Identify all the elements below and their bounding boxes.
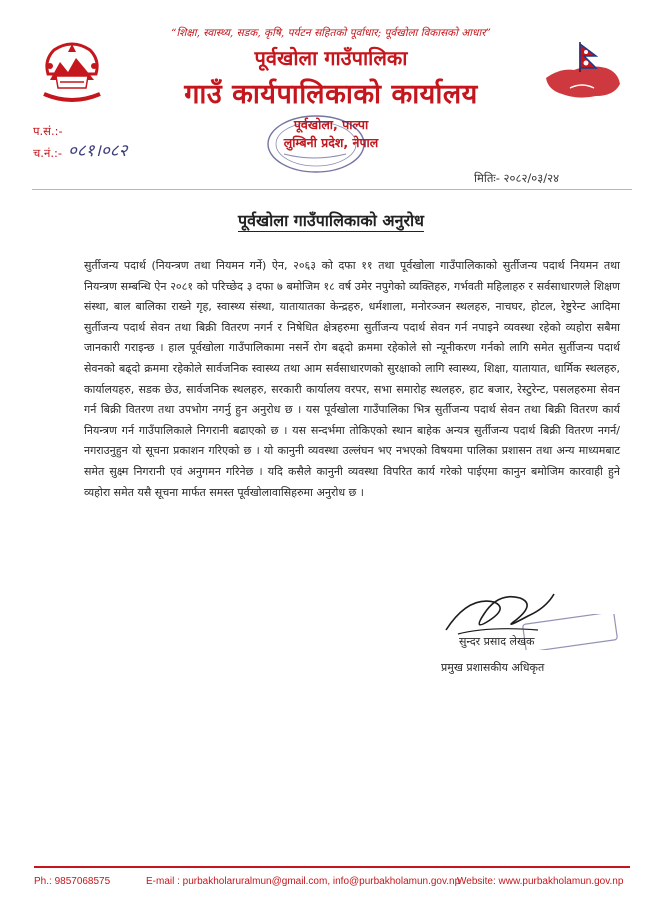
letter-date: मितिः- २०८२/०३/२४ [474, 171, 560, 185]
office-name: गाउँ कार्यपालिकाको कार्यालय [184, 79, 478, 110]
patra-sankhya-label: प.सं.:- [33, 124, 63, 138]
designation-stamp-icon [520, 614, 620, 650]
signatory-title: प्रमुख प्रशासकीय अधिकृत [441, 661, 545, 674]
chalani-number: ०८१।०८२ [68, 141, 128, 161]
chalani-label: च.नं.:- [33, 146, 63, 160]
date-divider [32, 189, 632, 190]
letter-body: सुर्तीजन्य पदार्थ (नियन्त्रण तथा नियमन गर्ने) ऐन, २०६३ को दफा ११ तथा पूर्वखोला गाउँपालिकाको सुर्तीजन्य पदार्थ नियमन तथा नियन्त्रण सम्बन्धि ऐन २०८१ को परिच्छेद ३ दफा ७ बमोजिम १८ वर्ष उमेर नपुगेको व्यक्तिहरु, गर्भवती महिलाहरु र सर्वसाधारणले शिक्षण संस्था, बाल बालिका राख्ने गृह, स्वास्थ्य संस्था, यातायातका केन्द्रहरु, धर्मशाला, मनोरञ्जन स्थलहरु, नाचघर, होटल, रेष्टुरेन्ट आदिमा सुर्तीजन्य पदार्थ सेवन तथा बिक्री वितरण नगर्न र निषेधित क्षेत्रहरुमा सुर्तीजन्य पदार्थ सेवन गर्न नपाइने व्यवस्था रहेको व्यहोरा सबैमा जानकारी गराइन्छ । हाल पूर्वखोला गाउँपालिकामा नसर्ने रोग बढ्दो क्रममा रहेकोले सो न्यूनीकरण गर्नको लागि समेत सुर्तीजन्य पदार्थ सेवनको बढ्दो क्रममा रहेकोले सार्वजनिक स्वास्थ्य तथा आम सर्वसाधारणको सुरक्षाको लागि स्वास्थ्य, शिक्षा, यातायात, धार्मिक स्थलहरु, कार्यालयहरु, सडक छेउ, सार्वजनिक स्थलहरु, सरकारी कार्यालय वरपर, सभा समारोह स्थलहरु, हाट बजार, रेस्टुरेन्ट, पसलहरुमा सेवन गर्न बिक्री वितरण तथा उपभोग नगर्नु हुन अनुरोध छ । यस पूर्वखोला गाउँपालिका भित्र सुर्तीजन्य पदार्थ सेवन तथा बिक्री वितरण कार्य नियन्त्रण गर्न गाउँपालिकाले निगरानी बढाएको छ । यस सन्दर्भमा तोकिएको स्थान बाहेक अन्यत्र सुर्तीजन्य पदार्थ बिक्री वितरण नगर्न/नगराउनुहुन यो सूचना प्रकाशन गरिएको छ । यो कानुनी व्यवस्था उल्लंघन भए नभएको विषयमा पालिका प्रशासन तथा अन्य माध्यमबाट समेत सुक्ष्म निगरानी एवं अनुगमन गरिनेछ । यदि कसैले कानुनी व्यवस्था विपरित कार्य गरेको पाईएमा कानुन बमोजिम कारवाही हुने व्यहोरा समेत यसै सूचना मार्फत समस्त पूर्वखोलावासिहरुमा अनुरोध छ । [84, 259, 620, 499]
signatory-name: सुन्दर प्रसाद लेखक [459, 635, 535, 648]
letter-title [0, 209, 662, 231]
letterhead-tagline: “शिक्षा, स्वास्थ्य, सडक, कृषि, पर्यटन सहितको पूर्वाधार; पूर्वखोला विकासको आधार” [171, 27, 491, 39]
org-name: पूर्वखोला गाउँपालिका [254, 46, 408, 70]
footer-divider [34, 866, 630, 868]
office-stamp-icon [254, 110, 374, 176]
footer-website: Website: www.purbakholamun.gov.np [457, 876, 624, 887]
letter-title-text: पूर्वखोला गाउँपालिकाको अनुरोध [238, 211, 424, 230]
footer-email: E-mail : purbakholaruralmun@gmail.com, info@purbakholamun.gov.np [146, 876, 461, 887]
address-line-province: लुम्बिनी प्रदेश, नेपाल [283, 135, 379, 150]
address-line-municipality: पूर्वखोला, पाल्पा [293, 117, 369, 132]
footer-phone: Ph.: 9857068575 [34, 876, 111, 887]
